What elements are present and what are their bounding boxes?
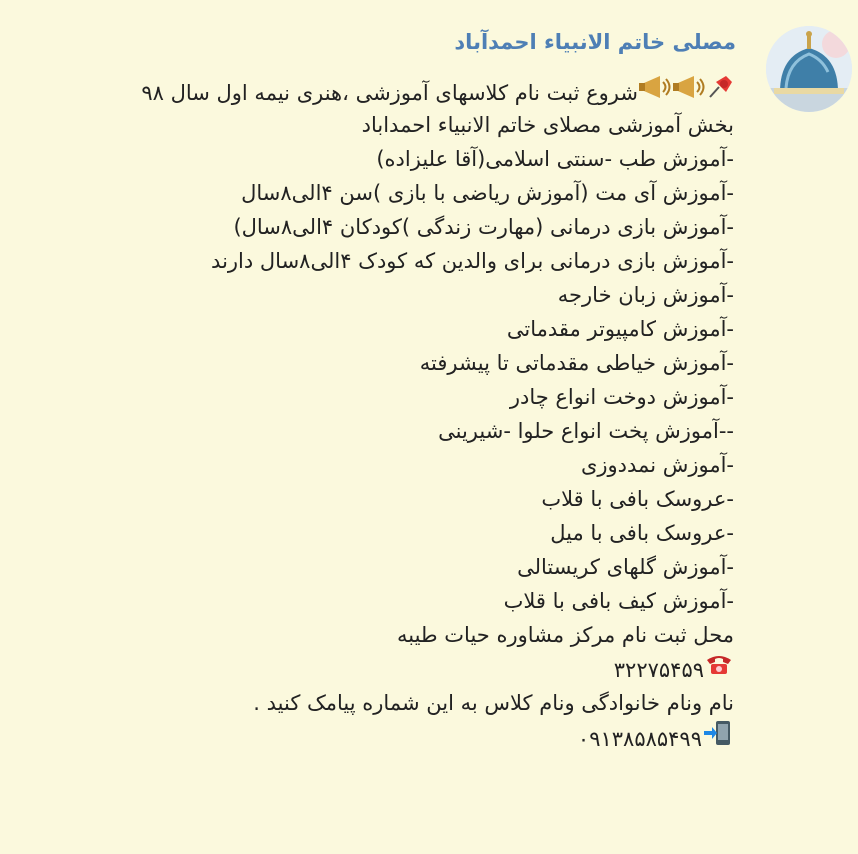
registration-location: محل ثبت نام مرکز مشاوره حیات طیبه xyxy=(396,623,734,647)
text-line: --آموزش پخت انواع حلوا -شیرینی xyxy=(438,419,734,443)
text-line: -عروسک بافی با قلاب xyxy=(541,487,734,511)
text-line: -آموزش آی مت (آموزش ریاضی با بازی )سن ۴الی۸سال xyxy=(241,181,734,205)
text-line: -آموزش گلهای کریستالی xyxy=(517,555,734,579)
mosque-dome-icon xyxy=(766,26,852,112)
text-line: -آموزش زبان خارجه xyxy=(557,283,734,307)
text-line: -عروسک بافی با میل xyxy=(550,521,734,545)
sms-instruction: نام ونام خانوادگی ونام کلاس به این شماره پیامک کنید . xyxy=(253,691,734,715)
telephone-icon xyxy=(704,652,734,686)
text-line: -آموزش کیف بافی با قلاب xyxy=(503,589,734,613)
megaphone-icon xyxy=(638,74,672,110)
channel-avatar[interactable] xyxy=(766,26,852,112)
text-line: بخش آموزشی مصلای خاتم الانبیاء احمداباد xyxy=(361,113,734,137)
message-title-line xyxy=(14,74,734,108)
text-line: -آموزش دوخت انواع چادر xyxy=(509,385,734,409)
text-line: -آموزش کامپیوتر مقدماتی xyxy=(506,317,734,341)
sender-name[interactable]: مصلی خاتم الانبیاء احمدآباد xyxy=(454,30,736,54)
phone-line xyxy=(14,652,734,686)
announcement-title: شروع ثبت نام کلاسهای آموزشی ،هنری نیمه اول سال ۹۸ xyxy=(141,81,638,105)
mobile-arrow-icon xyxy=(702,720,734,756)
text-line: -آموزش نمددوزی xyxy=(580,453,734,477)
message-text xyxy=(14,74,734,754)
text-line: -آموزش خیاطی مقدماتی تا پیشرفته xyxy=(419,351,734,375)
phone-number[interactable]: ۳۲۲۷۵۴۵۹ xyxy=(613,658,704,682)
mobile-line xyxy=(14,720,734,754)
text-line: -آموزش بازی درمانی برای والدین که کودک ۴الی۸سال دارند xyxy=(211,249,734,273)
text-line: -آموزش بازی درمانی (مهارت زندگی )کودکان ۴الی۸سال) xyxy=(233,215,734,239)
mobile-number[interactable]: ۰۹۱۳۸۵۸۵۴۹۹ xyxy=(577,727,702,751)
text-line: -آموزش طب -سنتی اسلامی(آقا علیزاده) xyxy=(376,147,734,171)
pushpin-icon xyxy=(706,74,734,110)
megaphone-icon xyxy=(672,74,706,110)
